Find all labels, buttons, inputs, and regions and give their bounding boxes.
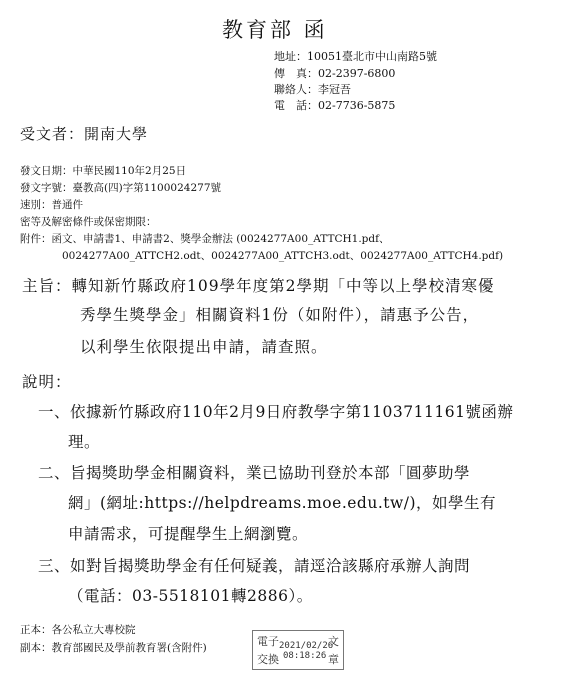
delivery-speed: 速別：普通件 [20,199,83,211]
explanation-item-1-line-1: 一、依據新竹縣政府110年2月9日府教學字第1103711161號函辦 [38,403,514,421]
contact-person-line: 聯絡人：李冠吾 [274,83,351,96]
explanation-item-2-line-1: 二、旨揭獎助學金相關資料，業已協助刊登於本部「圓夢助學 [38,464,471,482]
stamp-text: 電子 [257,635,279,648]
document-number: 發文字號：臺教高(四)字第1100024277號 [20,182,221,194]
stamp-text: 文 [328,635,339,648]
explanation-item-3-line-1: 三、如對旨揭獎助學金有任何疑義，請逕洽該縣府承辦人詢問 [38,557,471,575]
stamp-date: 2021/02/26 [279,641,334,651]
attachments-line-1: 附件：函文、申請書1、申請書2、獎學金辦法 (0024277A00_ATTCH1.pdf、 [20,233,390,245]
attachments-line-2: 0024277A00_ATTCH2.odt、0024277A00_ATTCH3.odt、0024277A00_ATTCH4.pdf) [62,250,504,262]
copy-recipients: 副本：教育部國民及學前教育署(含附件) [20,642,207,654]
stamp-text: 章 [328,653,339,666]
recipient-line: 受文者：開南大學 [20,125,149,143]
main-copy-recipients: 正本：各公私立大專校院 [20,624,136,636]
explanation-item-2-line-3: 申請需求，可提醒學生上網瀏覽。 [68,525,309,543]
explanation-item-2-line-2: 網」(網址:https://helpdreams.moe.edu.tw/)，如學生有 [68,494,497,512]
explanation-item-3-line-2: （電話：03-5518101轉2886）。 [68,587,313,605]
subject-line-1: 主旨：轉知新竹縣政府109學年度第2學期「中等以上學校清寒優 [22,277,495,295]
security-level: 密等及解密條件或保密期限： [20,216,157,228]
stamp-time: 08:18:26 [283,651,327,661]
subject-line-3: 以利學生依限提出申請，請查照。 [80,338,328,356]
fax-line: 傳 真：02-2397-6800 [274,67,396,80]
stamp-text: 交換 [257,653,279,666]
explanation-heading: 說明： [22,373,72,391]
issue-date: 發文日期：中華民國110年2月25日 [20,165,187,177]
phone-line: 電 話：02-7736-5875 [274,99,396,112]
address-line: 地址：10051臺北市中山南路5號 [274,50,437,63]
electronic-exchange-stamp [252,630,344,670]
document-title: 教育部 函 [222,18,328,42]
explanation-item-1-line-2: 理。 [68,433,101,451]
subject-line-2: 秀學生獎學金」相關資料1份（如附件），請惠予公告， [80,306,480,324]
